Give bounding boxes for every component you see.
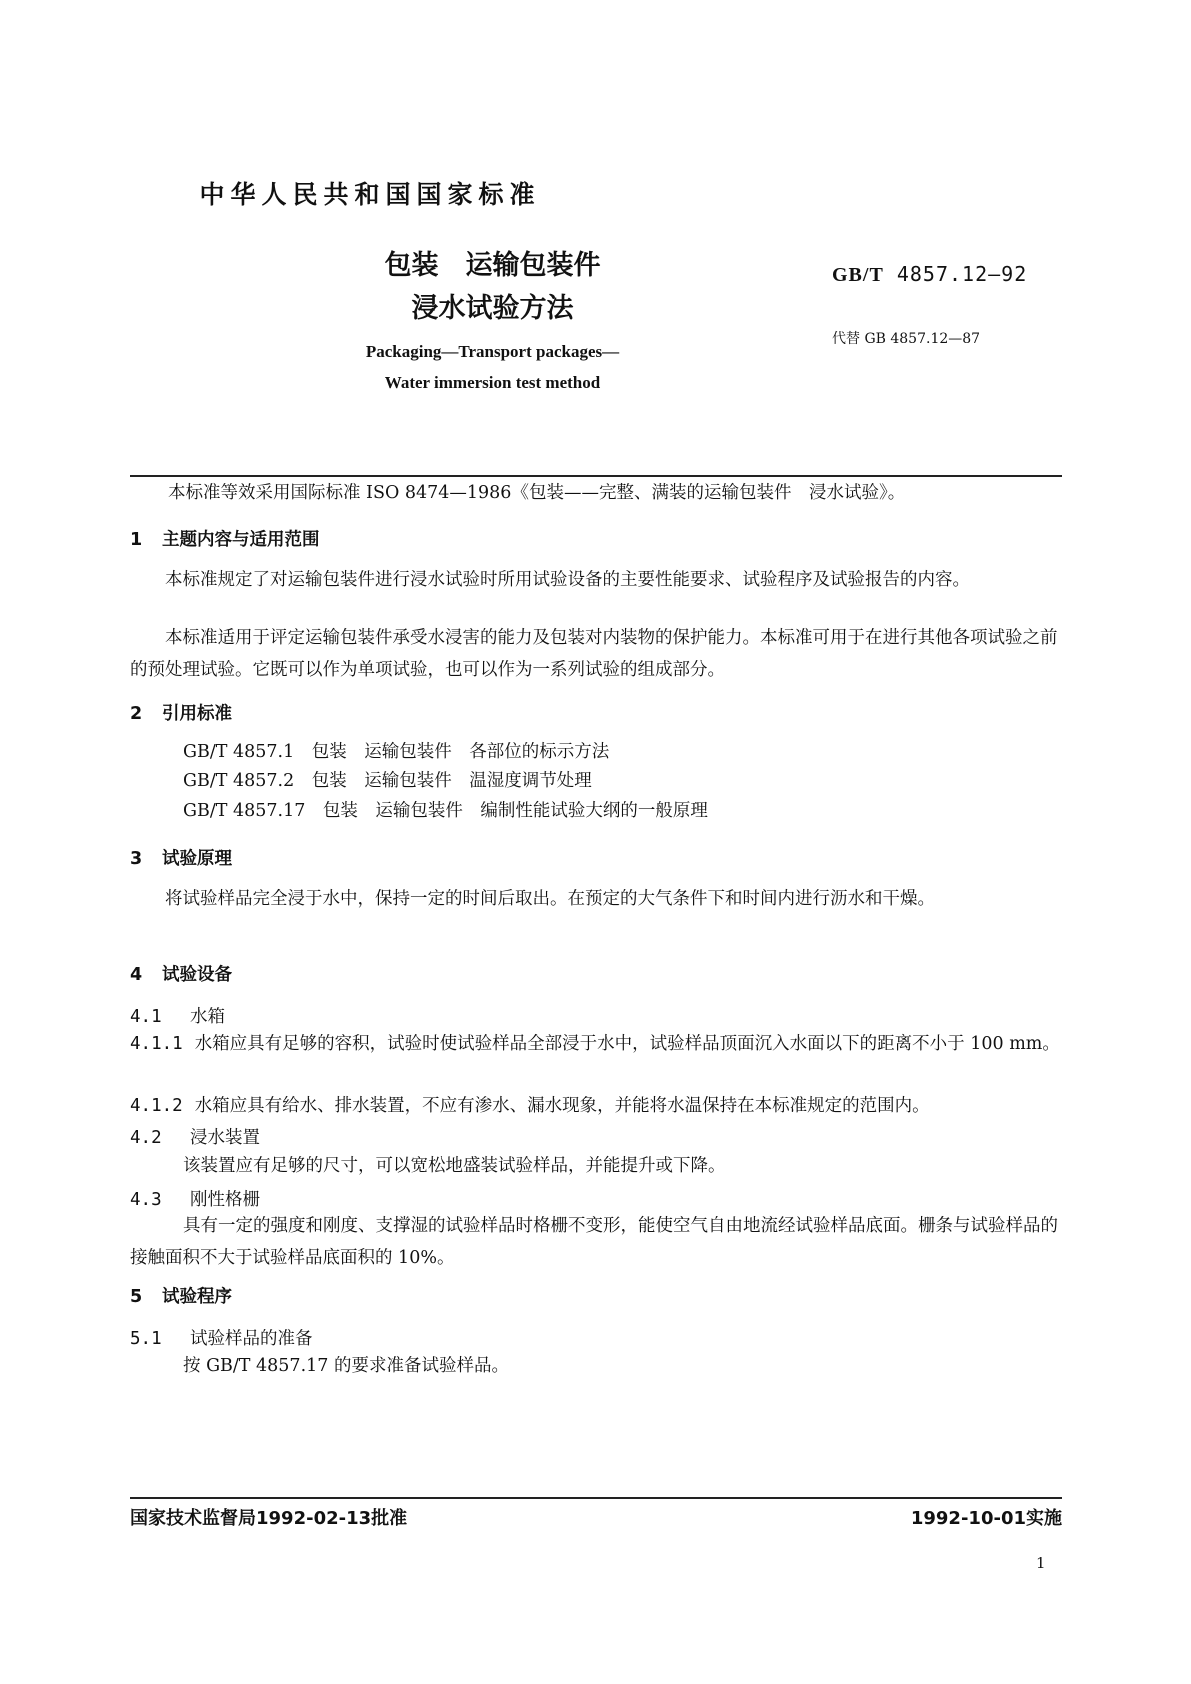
standard-prefix: GB/T — [832, 264, 884, 286]
effective-date: 1992-10-01实施 — [910, 1508, 1062, 1529]
standard-number — [832, 262, 1027, 287]
section-5-heading: 5 试验程序 — [130, 1287, 232, 1307]
reference-item: GB/T 4857.2 包装 运输包装件 温湿度调节处理 — [183, 771, 592, 791]
approval-date: 国家技术监督局1992-02-13批准 — [130, 1508, 408, 1529]
section-4-heading: 4 试验设备 — [130, 965, 232, 985]
title-en-line2: Water immersion test method — [384, 373, 601, 392]
section-2-heading: 2 引用标准 — [130, 704, 232, 724]
standard-code: 4857.12—92 — [896, 262, 1028, 286]
title-en-line1: Packaging—Transport packages— — [365, 342, 620, 361]
section-5-1-text: 按 GB/T 4857.17 的要求准备试验样品。 — [183, 1356, 509, 1376]
section-4-1-1: 4.1.1 水箱应具有足够的容积，试验时使试验样品全部浸于水中，试验样品顶面沉入水面以下的距离不小于 100 mm。 — [130, 1034, 1060, 1054]
country-standard-heading: 中华人民共和国国家标准 — [199, 180, 541, 209]
replaces-note: 代替 GB 4857.12—87 — [832, 331, 981, 347]
title-cn-line1: 包装 运输包装件 — [384, 250, 601, 281]
section-3-para: 将试验样品完全浸于水中，保持一定的时间后取出。在预定的大气条件下和时间内进行沥水和干燥。 — [165, 889, 935, 909]
section-5-1-heading: 5.1 试验样品的准备 — [130, 1329, 313, 1349]
section-4-1-heading: 4.1 水箱 — [130, 1007, 225, 1027]
section-4-3-text: 具有一定的强度和刚度、支撑湿的试验样品时格栅不变形，能使空气自由地流经试验样品底面。栅条与试验样品的接触面积不大于试验样品底面积的 10%。 — [130, 1216, 1058, 1268]
reference-item: GB/T 4857.1 包装 运输包装件 各部位的标示方法 — [183, 742, 610, 762]
intro-paragraph: 本标准等效采用国际标准 ISO 8474—1986《包装——完整、满装的运输包装件 浸水试验》。 — [168, 483, 906, 503]
section-4-2-text: 该装置应有足够的尺寸，可以宽松地盛装试验样品，并能提升或下降。 — [183, 1156, 726, 1176]
section-4-1-2: 4.1.2 水箱应具有给水、排水装置，不应有渗水、漏水现象，并能将水温保持在本标准规定的范围内。 — [130, 1096, 930, 1116]
footer-divider — [130, 1497, 1062, 1499]
section-4-3-heading: 4.3 刚性格栅 — [130, 1190, 260, 1210]
section-3-heading: 3 试验原理 — [130, 849, 232, 869]
section-1-para-2: 本标准适用于评定运输包装件承受水浸害的能力及包装对内装物的保护能力。本标准可用于在进行其他各项试验之前的预处理试验。它既可以作为单项试验，也可以作为一系列试验的组成部分。 — [130, 628, 1058, 680]
title-cn-line2: 浸水试验方法 — [411, 293, 574, 324]
section-1-para-1: 本标准规定了对运输包装件进行浸水试验时所用试验设备的主要性能要求、试验程序及试验报告的内容。 — [165, 570, 970, 590]
reference-item: GB/T 4857.17 包装 运输包装件 编制性能试验大纲的一般原理 — [183, 801, 708, 821]
page-number: 1 — [1036, 1554, 1046, 1572]
section-1-heading: 1 主题内容与适用范围 — [130, 530, 320, 550]
section-4-2-heading: 4.2 浸水装置 — [130, 1128, 260, 1148]
